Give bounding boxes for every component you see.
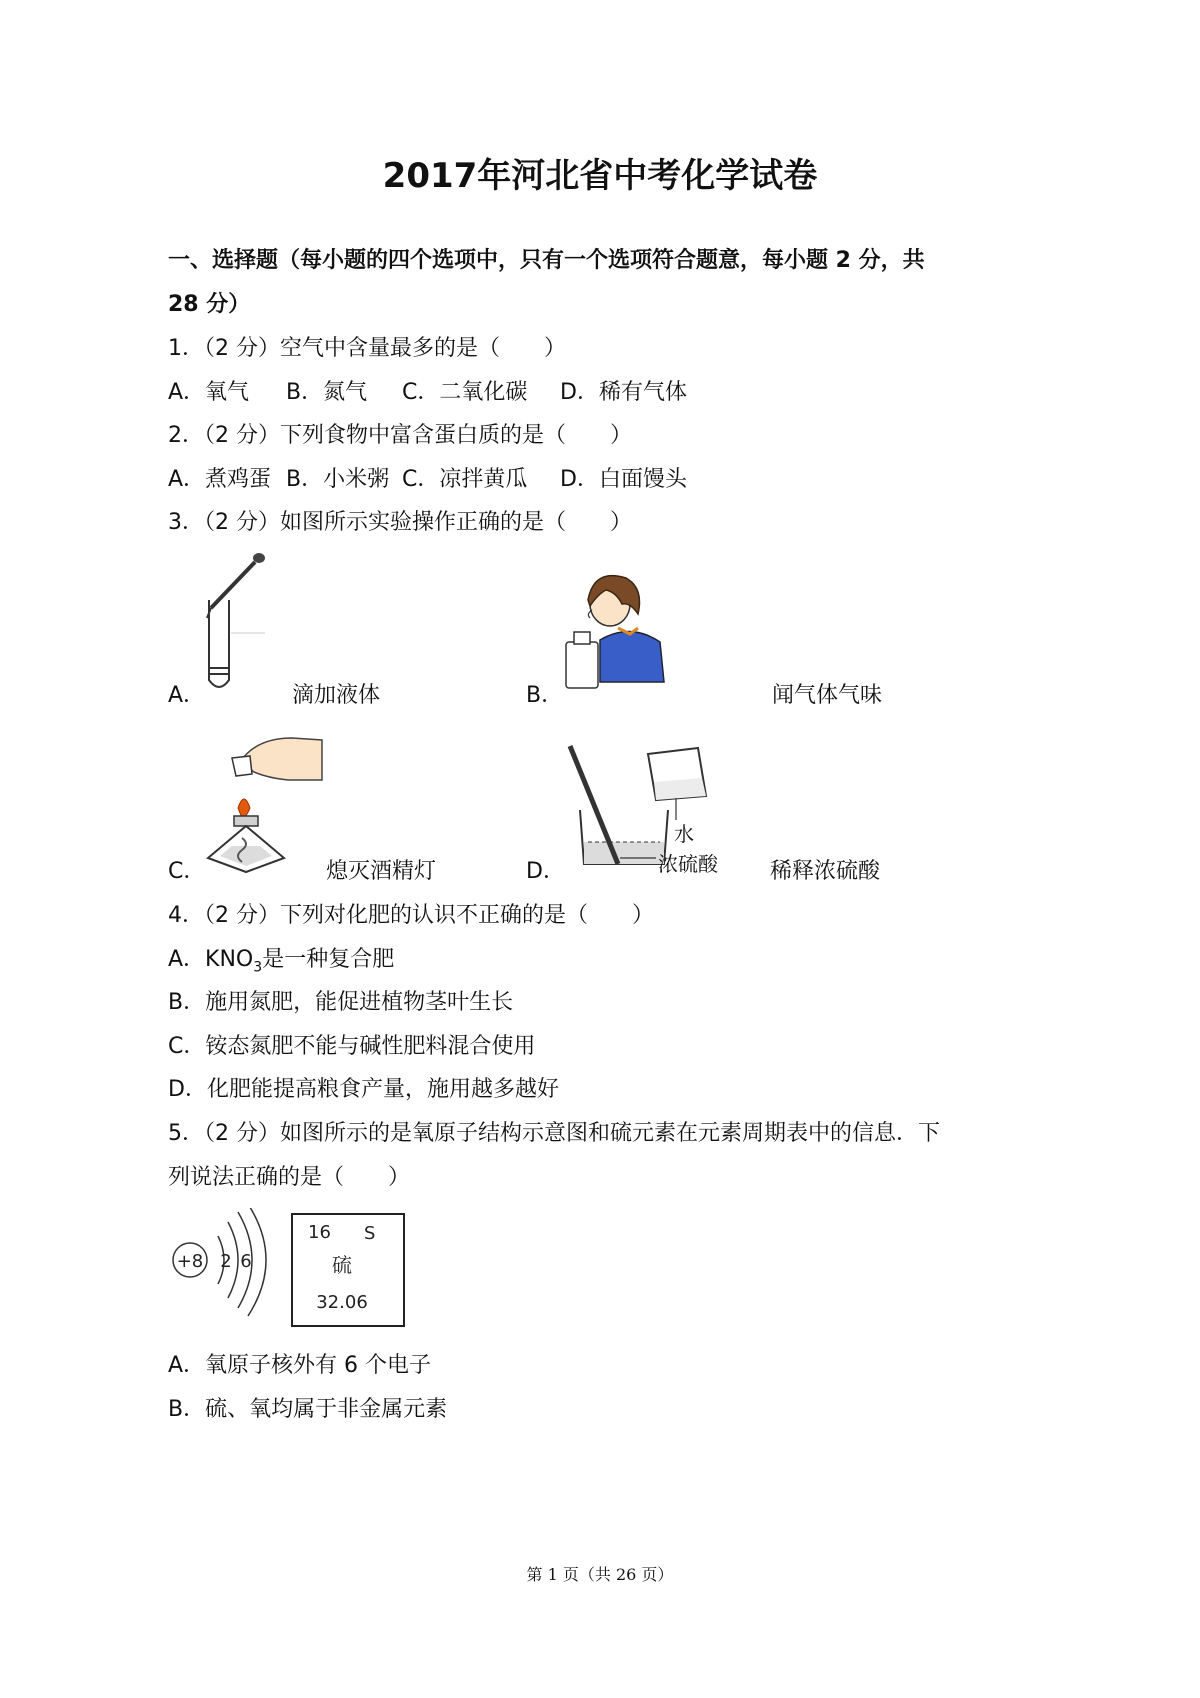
element-number: 16 (308, 1222, 331, 1243)
q1-option-a: A．氧气 (168, 380, 250, 405)
question-1-options (168, 375, 868, 405)
q4-option-a (168, 942, 394, 975)
smelling-gas-figure (560, 562, 670, 692)
q3-option-b-caption: 闻气体气味 (772, 683, 883, 708)
atom-shell2-label: 6 (240, 1251, 252, 1272)
question-3-stem: 3．（2 分）如图所示实验操作正确的是（ ） (168, 510, 632, 535)
q1-option-b: B．氮气 (286, 380, 368, 405)
q3-option-c-caption: 熄灭酒精灯 (326, 859, 437, 884)
page-footer: 第 1 页（共 26 页） (526, 1565, 674, 1584)
atom-nucleus-label: +8 (176, 1251, 204, 1272)
question-5-stem-line2: 列说法正确的是（ ） (168, 1165, 411, 1190)
question-5-stem-line1: 5．（2 分）如图所示的是氧原子结构示意图和硫元素在元素周期表中的信息．下 (168, 1121, 940, 1146)
question-1-stem: 1．（2 分）空气中含量最多的是（ ） (168, 336, 566, 361)
q4-option-d: D．化肥能提高粮食产量，施用越多越好 (168, 1077, 559, 1102)
q1-option-c: C．二氧化碳 (402, 380, 528, 405)
q2-option-d: D．白面馒头 (560, 467, 687, 492)
q4-option-b: B．施用氮肥，能促进植物茎叶生长 (168, 990, 514, 1015)
q2-option-b: B．小米粥 (286, 467, 390, 492)
q5-option-b: B．硫、氧均属于非金属元素 (168, 1397, 448, 1422)
q1-option-d: D．稀有气体 (560, 380, 687, 405)
q5-figures (168, 1208, 428, 1336)
question-4-stem: 4．（2 分）下列对化肥的认识不正确的是（ ） (168, 903, 654, 928)
question-2-options (168, 462, 868, 492)
q3-option-b-letter: B． (526, 683, 564, 708)
dropper-test-tube-figure (195, 548, 285, 698)
q5-option-a: A．氧原子核外有 6 个电子 (168, 1353, 432, 1378)
atom-shell1-label: 2 (220, 1251, 232, 1272)
element-symbol: S (364, 1223, 376, 1244)
q4-option-a-prefix: A．KNO (168, 947, 254, 972)
q2-option-c: C．凉拌黄瓜 (402, 467, 528, 492)
question-2-stem: 2．（2 分）下列食物中富含蛋白质的是（ ） (168, 423, 632, 448)
q3-option-c-letter: C． (168, 859, 206, 884)
q4-option-c: C．铵态氮肥不能与碱性肥料混合使用 (168, 1034, 536, 1059)
q3-option-a-letter: A． (168, 683, 206, 708)
q3-option-d-caption: 稀释浓硫酸 (770, 859, 881, 884)
q3-label-acid: 浓硫酸 (658, 852, 718, 876)
element-mass: 32.06 (316, 1292, 368, 1313)
section-heading-line2: 28 分） (168, 292, 251, 317)
alcohol-lamp-figure (196, 728, 326, 876)
exam-title: 2017年河北省中考化学试卷 (382, 156, 818, 196)
q3-option-a-caption: 滴加液体 (292, 683, 381, 708)
q4-option-a-subscript: 3 (253, 959, 263, 976)
q3-label-water: 水 (674, 822, 694, 846)
q2-option-a: A．煮鸡蛋 (168, 467, 272, 492)
q3-option-d-letter: D． (526, 859, 565, 884)
section-heading-line1: 一、选择题（每小题的四个选项中，只有一个选项符合题意，每小题 2 分，共 (168, 248, 925, 273)
q4-option-a-suffix: 是一种复合肥 (262, 947, 395, 972)
element-name: 硫 (332, 1253, 352, 1277)
